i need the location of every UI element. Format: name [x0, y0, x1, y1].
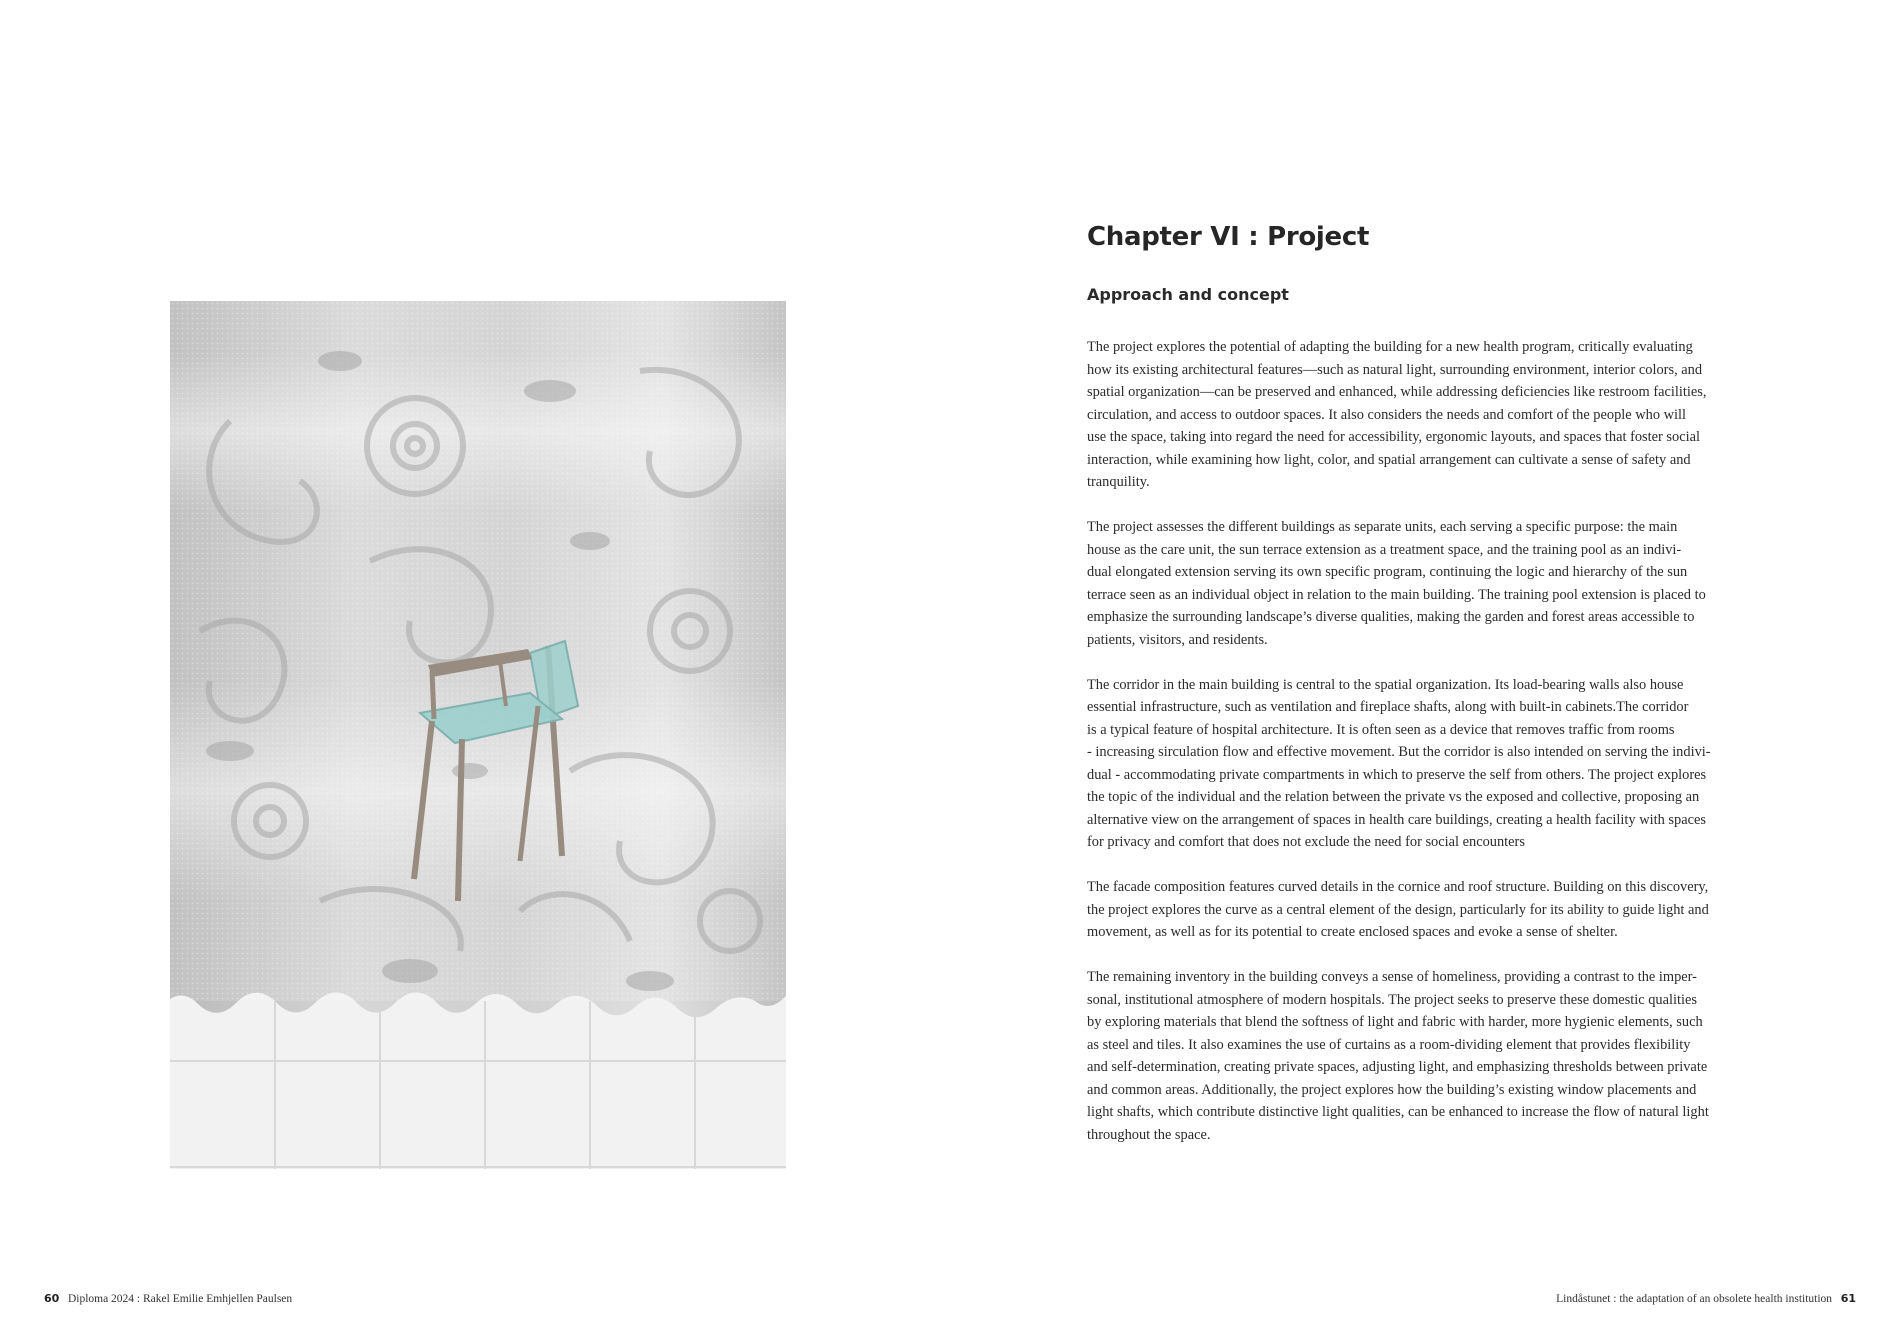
text-line: The remaining inventory in the building conveys a sense of homeliness, providing a contrast to the imper- [1087, 969, 1697, 985]
text-line: dual elongated extension serving its own specific program, continuing the logic and hierarchy of the sun [1087, 564, 1688, 580]
text-line: spatial organization—can be preserved and enhanced, while addressing deficiencies like restroom facilities, [1087, 384, 1707, 400]
text-line: how its existing architectural features—such as natural light, surrounding environment, interior colors, and [1087, 361, 1703, 378]
text-line: dual - accommodating private compartments in which to preserve the self from others. The project explores [1087, 766, 1707, 783]
body-text [1087, 336, 1787, 1169]
text-line: the project explores the curve as a central element of the design, particularly for its ability to guide light and [1087, 901, 1709, 918]
text-line: terrace seen as an individual object in relation to the main building. The training pool extension is placed to [1087, 586, 1706, 603]
page-number-right: 61 [1840, 1292, 1856, 1305]
text-line: sonal, institutional atmosphere of modern hospitals. The project seeks to preserve these domestic qualities [1087, 991, 1697, 1008]
text-line: movement, as well as for its potential to create enclosed spaces and evoke a sense of shelter. [1087, 924, 1618, 940]
text-line: and self-determination, creating private spaces, adjusting light, and emphasizing thresholds between private [1087, 1059, 1708, 1075]
text-line: as steel and tiles. It also examines the use of curtains as a room-dividing element that provides flexibility [1087, 1036, 1691, 1053]
text-line: house as the care unit, the sun terrace extension as a treatment space, and the training pool as an indivi- [1087, 541, 1682, 558]
text-line: The project assesses the different buildings as separate units, each serving a specific purpose: the main [1087, 519, 1678, 535]
text-line: emphasize the surrounding landscape’s diverse qualities, making the garden and forest areas accessible to [1087, 609, 1695, 625]
footer-right [1556, 1292, 1856, 1305]
text-line: The facade composition features curved details in the cornice and roof structure. Building on this discovery, [1087, 879, 1709, 895]
text-line: for privacy and comfort that does not exclude the need for social encounters [1087, 834, 1525, 850]
footer-right-text: Lindåstunet : the adaptation of an obsolete health institution [1556, 1293, 1833, 1305]
text-line: by exploring materials that blend the softness of light and fabric with harder, more hygienic elements, such [1087, 1014, 1703, 1030]
text-line: alternative view on the arrangement of spaces in health care buildings, creating a health facility with spaces [1087, 811, 1706, 828]
body-paragraph [1087, 336, 1787, 494]
text-line: essential infrastructure, such as ventilation and fireplace shafts, along with built-in cabinets.The corridor [1087, 699, 1689, 715]
text-line: light shafts, which contribute distinctive light qualities, can be enhanced to increase the flow of natural light [1087, 1104, 1709, 1120]
curtain-chair-image [170, 301, 786, 1169]
body-paragraph [1087, 516, 1787, 651]
footer-left [44, 1292, 292, 1305]
chapter-title: Chapter VI : Project [1087, 222, 1370, 252]
text-line: interaction, while examining how light, color, and spatial arrangement can cultivate a sense of safety and [1087, 451, 1691, 468]
text-line: the topic of the individual and the relation between the private vs the exposed and collective, proposing an [1087, 789, 1700, 805]
body-paragraph [1087, 674, 1787, 854]
body-paragraph [1087, 966, 1787, 1146]
page-number-left: 60 [44, 1292, 60, 1305]
text-line: use the space, taking into regard the need for accessibility, ergonomic layouts, and spaces that foster social [1087, 429, 1700, 445]
footer-left-text: Diploma 2024 : Rakel Emilie Emhjellen Paulsen [67, 1293, 293, 1305]
text-line: tranquility. [1087, 474, 1150, 490]
text-line: circulation, and access to outdoor spaces. It also considers the needs and comfort of the people who will [1087, 406, 1687, 423]
body-paragraph [1087, 876, 1787, 944]
text-line: The project explores the potential of adapting the building for a new health program, critically evaluating [1087, 339, 1693, 355]
text-line: throughout the space. [1087, 1126, 1211, 1143]
text-line: and common areas. Additionally, the project explores how the building’s existing window placements and [1087, 1081, 1697, 1098]
text-line: The corridor in the main building is central to the spatial organization. Its load-bearing walls also house [1087, 676, 1684, 693]
section-title: Approach and concept [1087, 285, 1289, 304]
text-line: is a typical feature of hospital architecture. It is often seen as a device that removes traffic from rooms [1087, 721, 1675, 738]
text-line: patients, visitors, and residents. [1087, 631, 1268, 648]
text-line: - increasing sirculation flow and effective movement. But the corridor is also intended on serving the indivi- [1087, 744, 1711, 760]
